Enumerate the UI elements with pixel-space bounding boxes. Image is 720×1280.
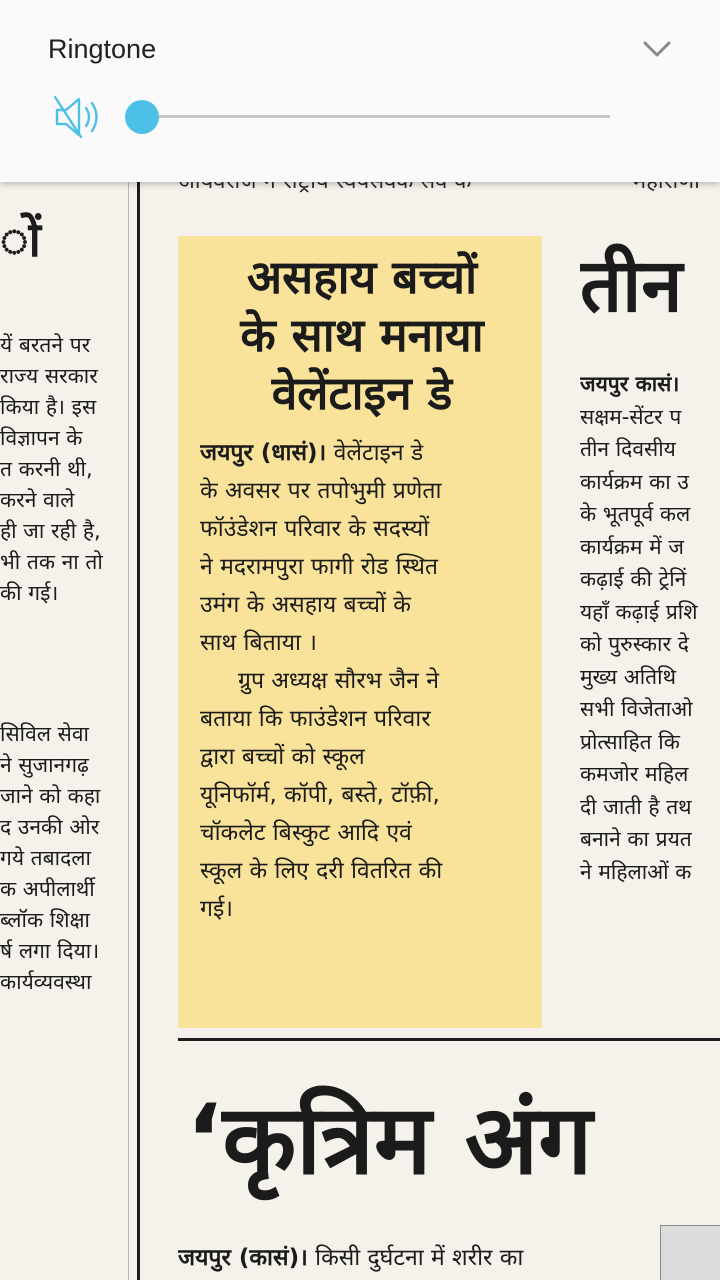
column-line: ने सुजानगढ़ — [0, 753, 89, 777]
column-line: सिविल सेवा — [0, 722, 89, 746]
bottom-text: किसी दुर्घटना में शरीर का — [315, 1245, 524, 1271]
column-line: यें बरतने पर — [0, 333, 91, 357]
article-line-text: वेलेंटाइन डे — [333, 440, 424, 466]
column-line: कार्यव्यवस्था — [0, 970, 92, 994]
column-line: बनाने का प्रयत — [580, 827, 692, 851]
left-column-block-a — [0, 330, 125, 609]
article-line: के अवसर पर तपोभुमी प्रणेता — [200, 478, 442, 504]
article-line: उमंग के असहाय बच्चों के — [200, 592, 411, 618]
highlighted-article — [178, 236, 542, 1028]
column-line: किया है। इस — [0, 395, 97, 419]
article-dateline: जयपुर (धासं)। — [200, 440, 327, 466]
article-body — [200, 434, 524, 928]
right-column-lines — [580, 401, 720, 889]
article-line: स्कूल के लिए दरी वितरित की — [200, 858, 443, 884]
column-line: विज्ञापन के — [0, 426, 83, 450]
volume-panel — [0, 0, 720, 182]
bottom-headline: ‘कृत्रिम अंग — [186, 1084, 593, 1196]
photo-placeholder — [660, 1225, 720, 1280]
chevron-down-icon[interactable] — [640, 32, 674, 66]
article-line: द्वारा बच्चों को स्कूल — [200, 744, 365, 770]
column-line: जाने को कहा — [0, 784, 101, 808]
column-line: कढ़ाई की ट्रेनिं — [580, 567, 687, 591]
column-line: गये तबादला — [0, 846, 91, 870]
column-line: द उनकी ओर — [0, 815, 100, 839]
bottom-dateline: जयपुर (कासं)। — [178, 1245, 308, 1271]
right-dateline: जयपुर कासं। — [580, 372, 680, 396]
article-line — [200, 434, 524, 472]
column-divider — [137, 170, 140, 1280]
bottom-article-line — [178, 1240, 638, 1276]
column-line: सक्षम-सेंटर प — [580, 404, 682, 429]
article-line: बताया कि फाउंडेशन परिवार — [200, 706, 431, 732]
headline-line: वेलेंटाइन डे — [271, 366, 453, 420]
article-line: फॉउंडेशन परिवार के सदस्यों — [200, 516, 430, 542]
article-line: यूनिफॉर्म, कॉपी, बस्ते, टॉफ़ी, — [200, 782, 440, 808]
column-line: प्रोत्साहित कि — [580, 729, 680, 754]
left-heading-fragment: ों — [0, 212, 41, 268]
right-headline: तीन — [580, 243, 683, 329]
headline-line: असहाय बच्चों — [246, 250, 477, 304]
volume-slider-thumb[interactable] — [125, 100, 159, 134]
column-line: को पुरुस्कार दे — [580, 632, 689, 656]
column-line: दी जाती है तथ — [580, 794, 692, 819]
left-column — [0, 180, 125, 998]
column-line: के भूतपूर्व कल — [580, 502, 691, 526]
column-line: तीन दिवसीय — [580, 437, 676, 461]
article-line: चॉकलेट बिस्कुट आदि एवं — [200, 820, 412, 846]
column-line: कमजोर महिल — [580, 762, 689, 786]
right-column — [580, 236, 720, 888]
headline-line: के साथ मनाया — [240, 308, 484, 362]
column-line: की गई। — [0, 581, 59, 605]
column-line: त करनी थी, — [0, 457, 93, 481]
volume-stream-title: Ringtone — [48, 34, 157, 64]
column-line: ने महिलाओं क — [580, 859, 692, 884]
column-line: राज्य सरकार — [0, 364, 98, 388]
column-line: कार्यक्रम का उ — [580, 469, 689, 494]
article-line: साथ बिताया । — [200, 630, 317, 656]
column-line: कार्यक्रम में ज — [580, 534, 684, 559]
left-column-block-b — [0, 719, 125, 998]
column-line: ब्लॉक शिक्षा — [0, 908, 90, 932]
volume-slider-track[interactable] — [142, 115, 610, 118]
column-line: ही जा रही है, — [0, 519, 101, 543]
column-line: करने वाले — [0, 488, 75, 512]
article-line: ने मदरामपुरा फागी रोड स्थित — [200, 554, 439, 580]
article-line: ग्रुप अध्यक्ष सौरभ जैन ने — [238, 668, 440, 694]
column-line: क अपीलार्थी — [0, 877, 95, 901]
article-line: गई। — [200, 896, 233, 922]
article-headline — [200, 248, 524, 422]
column-line: यहाँ कढ़ाई प्रशि — [580, 599, 698, 624]
section-divider — [178, 1038, 720, 1041]
volume-mute-icon[interactable] — [54, 94, 104, 140]
column-line: सभी विजेताओ — [580, 697, 693, 721]
column-divider-thin — [128, 170, 129, 1280]
column-line: मुख्य अतिथि — [580, 664, 677, 689]
column-line: र्ष लगा दिया। — [0, 939, 100, 963]
column-line: भी तक ना तो — [0, 550, 103, 574]
